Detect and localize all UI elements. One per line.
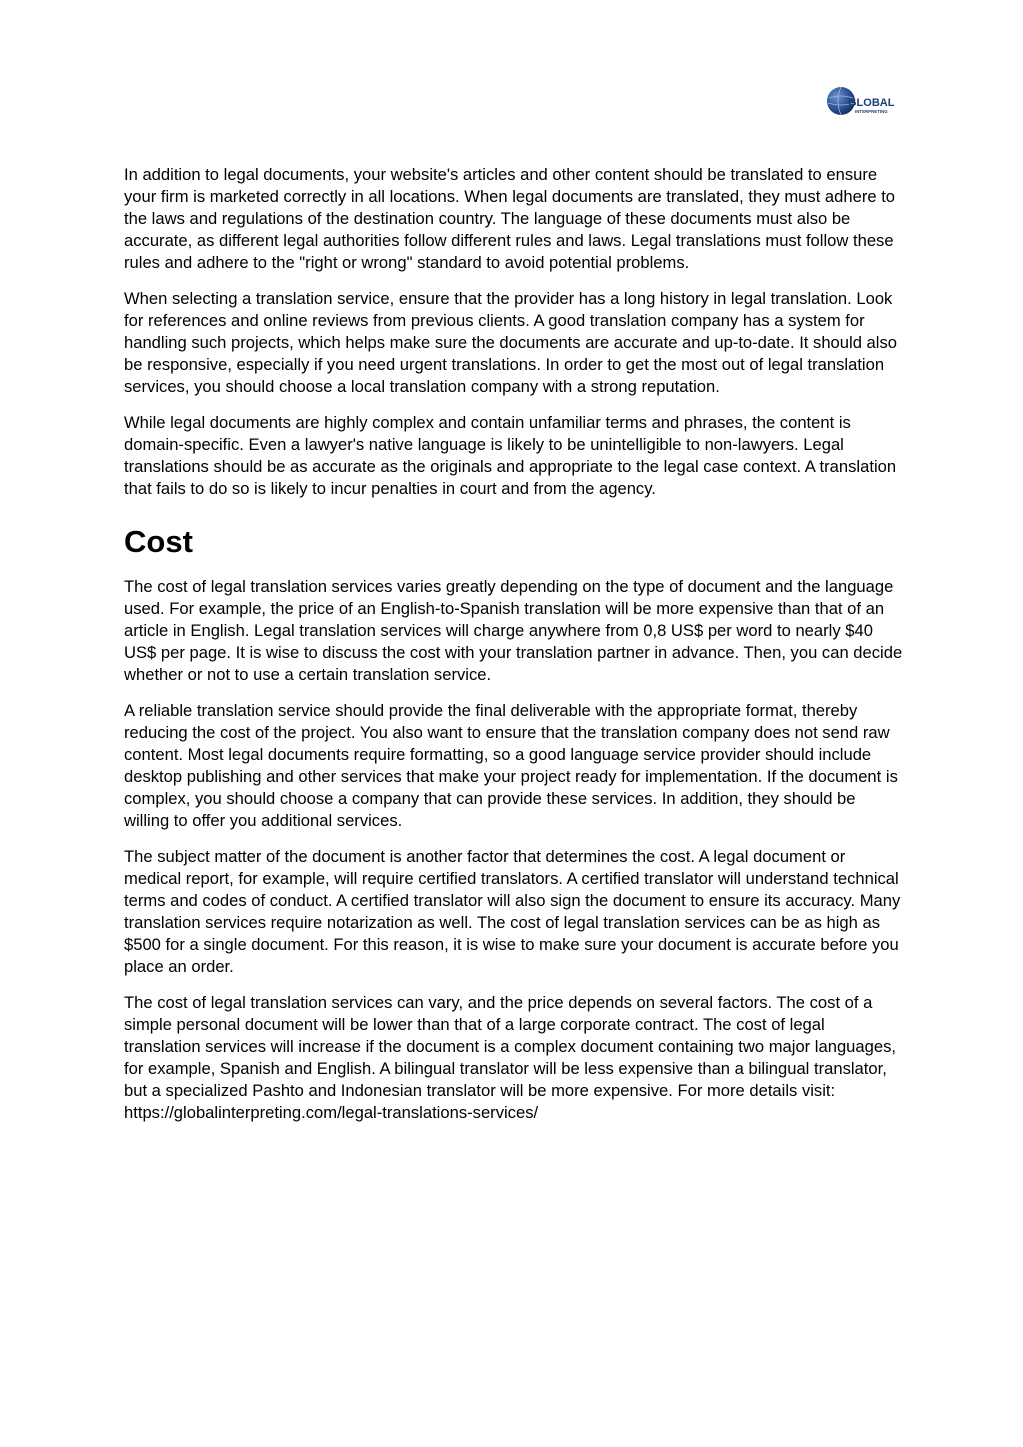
cost-paragraph-4: The cost of legal translation services can vary, and the price depends on several factors. The cost of a simple personal document will be lower than that of a large corporate contract. The cost of legal translation services will increase if the document is a complex document containing two major languages, for example, Spanish and English. A bilingual translator will be less expensive than a bilingual translator, but a specialized Pashto and Indonesian translator will be more expensive. For more details visit: https://globalinterpreting.com/legal-translations-services/ [124, 993, 896, 1122]
cost-paragraph-3: The subject matter of the document is another factor that determines the cost. A legal document or medical report, for example, will require certified translators. A certified translator will understand technical terms and codes of conduct. A certified translator will also sign the document to ensure its accuracy. Many translation services require notarization as well. The cost of legal translation services can be as high as $500 for a single document. For this reason, it is wise to make sure your document is accurate before you place an order. [124, 847, 901, 976]
global-interpreting-logo [826, 86, 900, 118]
intro-paragraph-3: While legal documents are highly complex and contain unfamiliar terms and phrases, the content is domain-specific. Even a lawyer's native language is likely to be unintelligible to non-lawyers. Legal translations should be as accurate as the originals and appropriate to the legal case context. A translation that fails to do so is likely to incur penalties in court and from the agency. [124, 413, 897, 498]
intro-paragraph-2: When selecting a translation service, ensure that the provider has a long history in legal translation. Look for references and online reviews from previous clients. A good translation company has a system for handling such projects, which helps make sure the documents are accurate and up-to-date. It should also be responsive, especially if you need urgent translations. In order to get the most out of legal translation services, you should choose a local translation company with a strong reputation. [124, 289, 897, 396]
logo-tagline: INTERPRETING [855, 109, 888, 114]
logo-wordmark: GLOBAL [848, 97, 895, 109]
globe-logo-icon [826, 86, 900, 118]
document-body [124, 164, 904, 1138]
cost-paragraph-2: A reliable translation service should provide the final deliverable with the appropriate format, thereby reducing the cost of the project. You also want to ensure that the translation company does not send raw content. Most legal documents require formatting, so a good language service provider should include desktop publishing and other services that make your project ready for implementation. If the document is complex, you should choose a company that can provide these services. In addition, they should be willing to offer you additional services. [124, 701, 898, 830]
intro-paragraph-1: In addition to legal documents, your website's articles and other content should be translated to ensure your firm is marketed correctly in all locations. When legal documents are translated, they must adhere to the laws and regulations of the destination country. The language of these documents must also be accurate, as different legal authorities follow different rules and laws. Legal translations must follow these rules and adhere to the "right or wrong" standard to avoid potential problems. [124, 165, 896, 272]
cost-heading: Cost [124, 524, 193, 559]
cost-paragraph-1: The cost of legal translation services varies greatly depending on the type of document and the language used. For example, the price of an English-to-Spanish translation will be more expensive than that of an article in English. Legal translation services will charge anywhere from 0,8 US$ per word to nearly $40 US$ per page. It is wise to discuss the cost with your translation partner in advance. Then, you can decide whether or not to use a certain translation service. [124, 577, 903, 684]
